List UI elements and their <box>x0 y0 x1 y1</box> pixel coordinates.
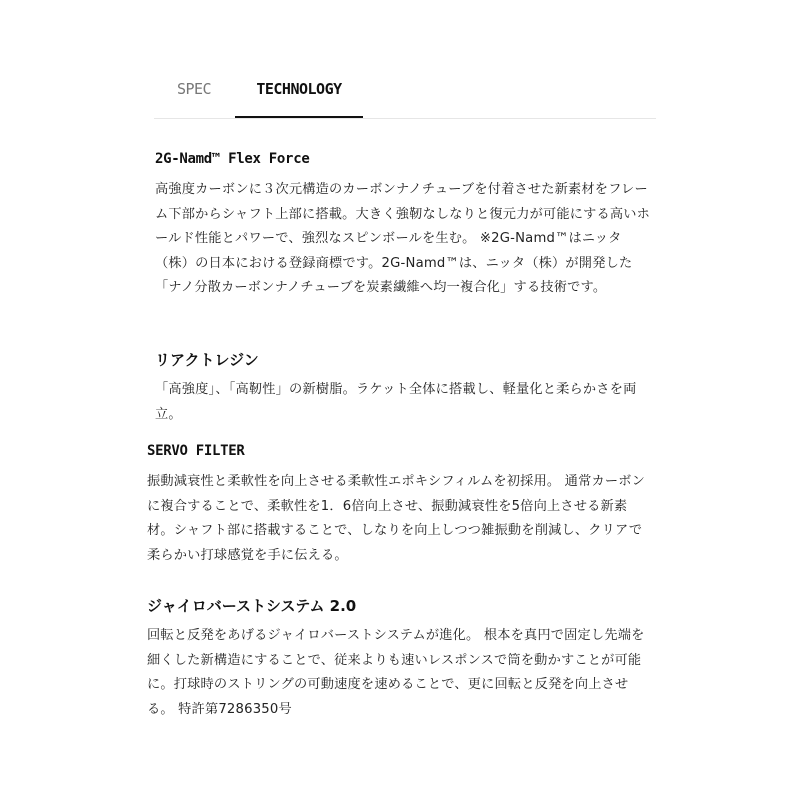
section-body-gyro-burst: 回転と反発をあげるジャイロバーストシステムが進化。 根本を真円で固定し先端を細くした新構造にすることで、従来よりも速いレスポンスで筒を動かすことが可能に。打球時のストリングの可動速度を速めることで、更に回転と反発を向上させる。 特許第7286350号 <box>147 628 645 717</box>
tab-spec[interactable]: SPEC <box>176 80 212 98</box>
tab-technology[interactable]: TECHNOLOGY <box>235 60 363 118</box>
section-body-react-resin: 「高強度」、「高靭性」の新樹脂。ラケット全体に搭載し、軽量化と柔らかさを両立。 <box>155 382 637 422</box>
tab-bar <box>154 60 656 119</box>
section-body-flex-force: 高強度カーボンに３次元構造のカーボンナノチューブを付着させた新素材をフレーム下部からシャフト上部に搭載。大きく強靭なしなりと復元力が可能にする高いホールド性能とパワーで、強烈なスピンボールを生む。 ※2G-Namd™はニッタ（株）の日本における登録商標です。2G-Namd™は、ニッタ（株）が開発した「ナノ分散カーボンナノチューブを炭素繊維へ均一複合化」する技術です。 <box>155 182 651 295</box>
section-title-servo-filter: SERVO FILTER <box>147 443 245 459</box>
section-title-react-resin: リアクトレジン <box>155 351 259 369</box>
section-title-gyro-burst: ジャイロバーストシステム 2.0 <box>147 597 357 615</box>
section-body-servo-filter: 振動減衰性と柔軟性を向上させる柔軟性エポキシフィルムを初採用。 通常カーボンに複合することで、柔軟性を1．6倍向上させ、振動減衰性を5倍向上させる新素材。シャフト部に搭載することで、しなりを向上しつつ雑振動を削減し、クリアで柔らかい打球感覚を手に伝える。 <box>147 474 646 563</box>
section-title-flex-force: 2G-Namd™ Flex Force <box>155 151 310 167</box>
